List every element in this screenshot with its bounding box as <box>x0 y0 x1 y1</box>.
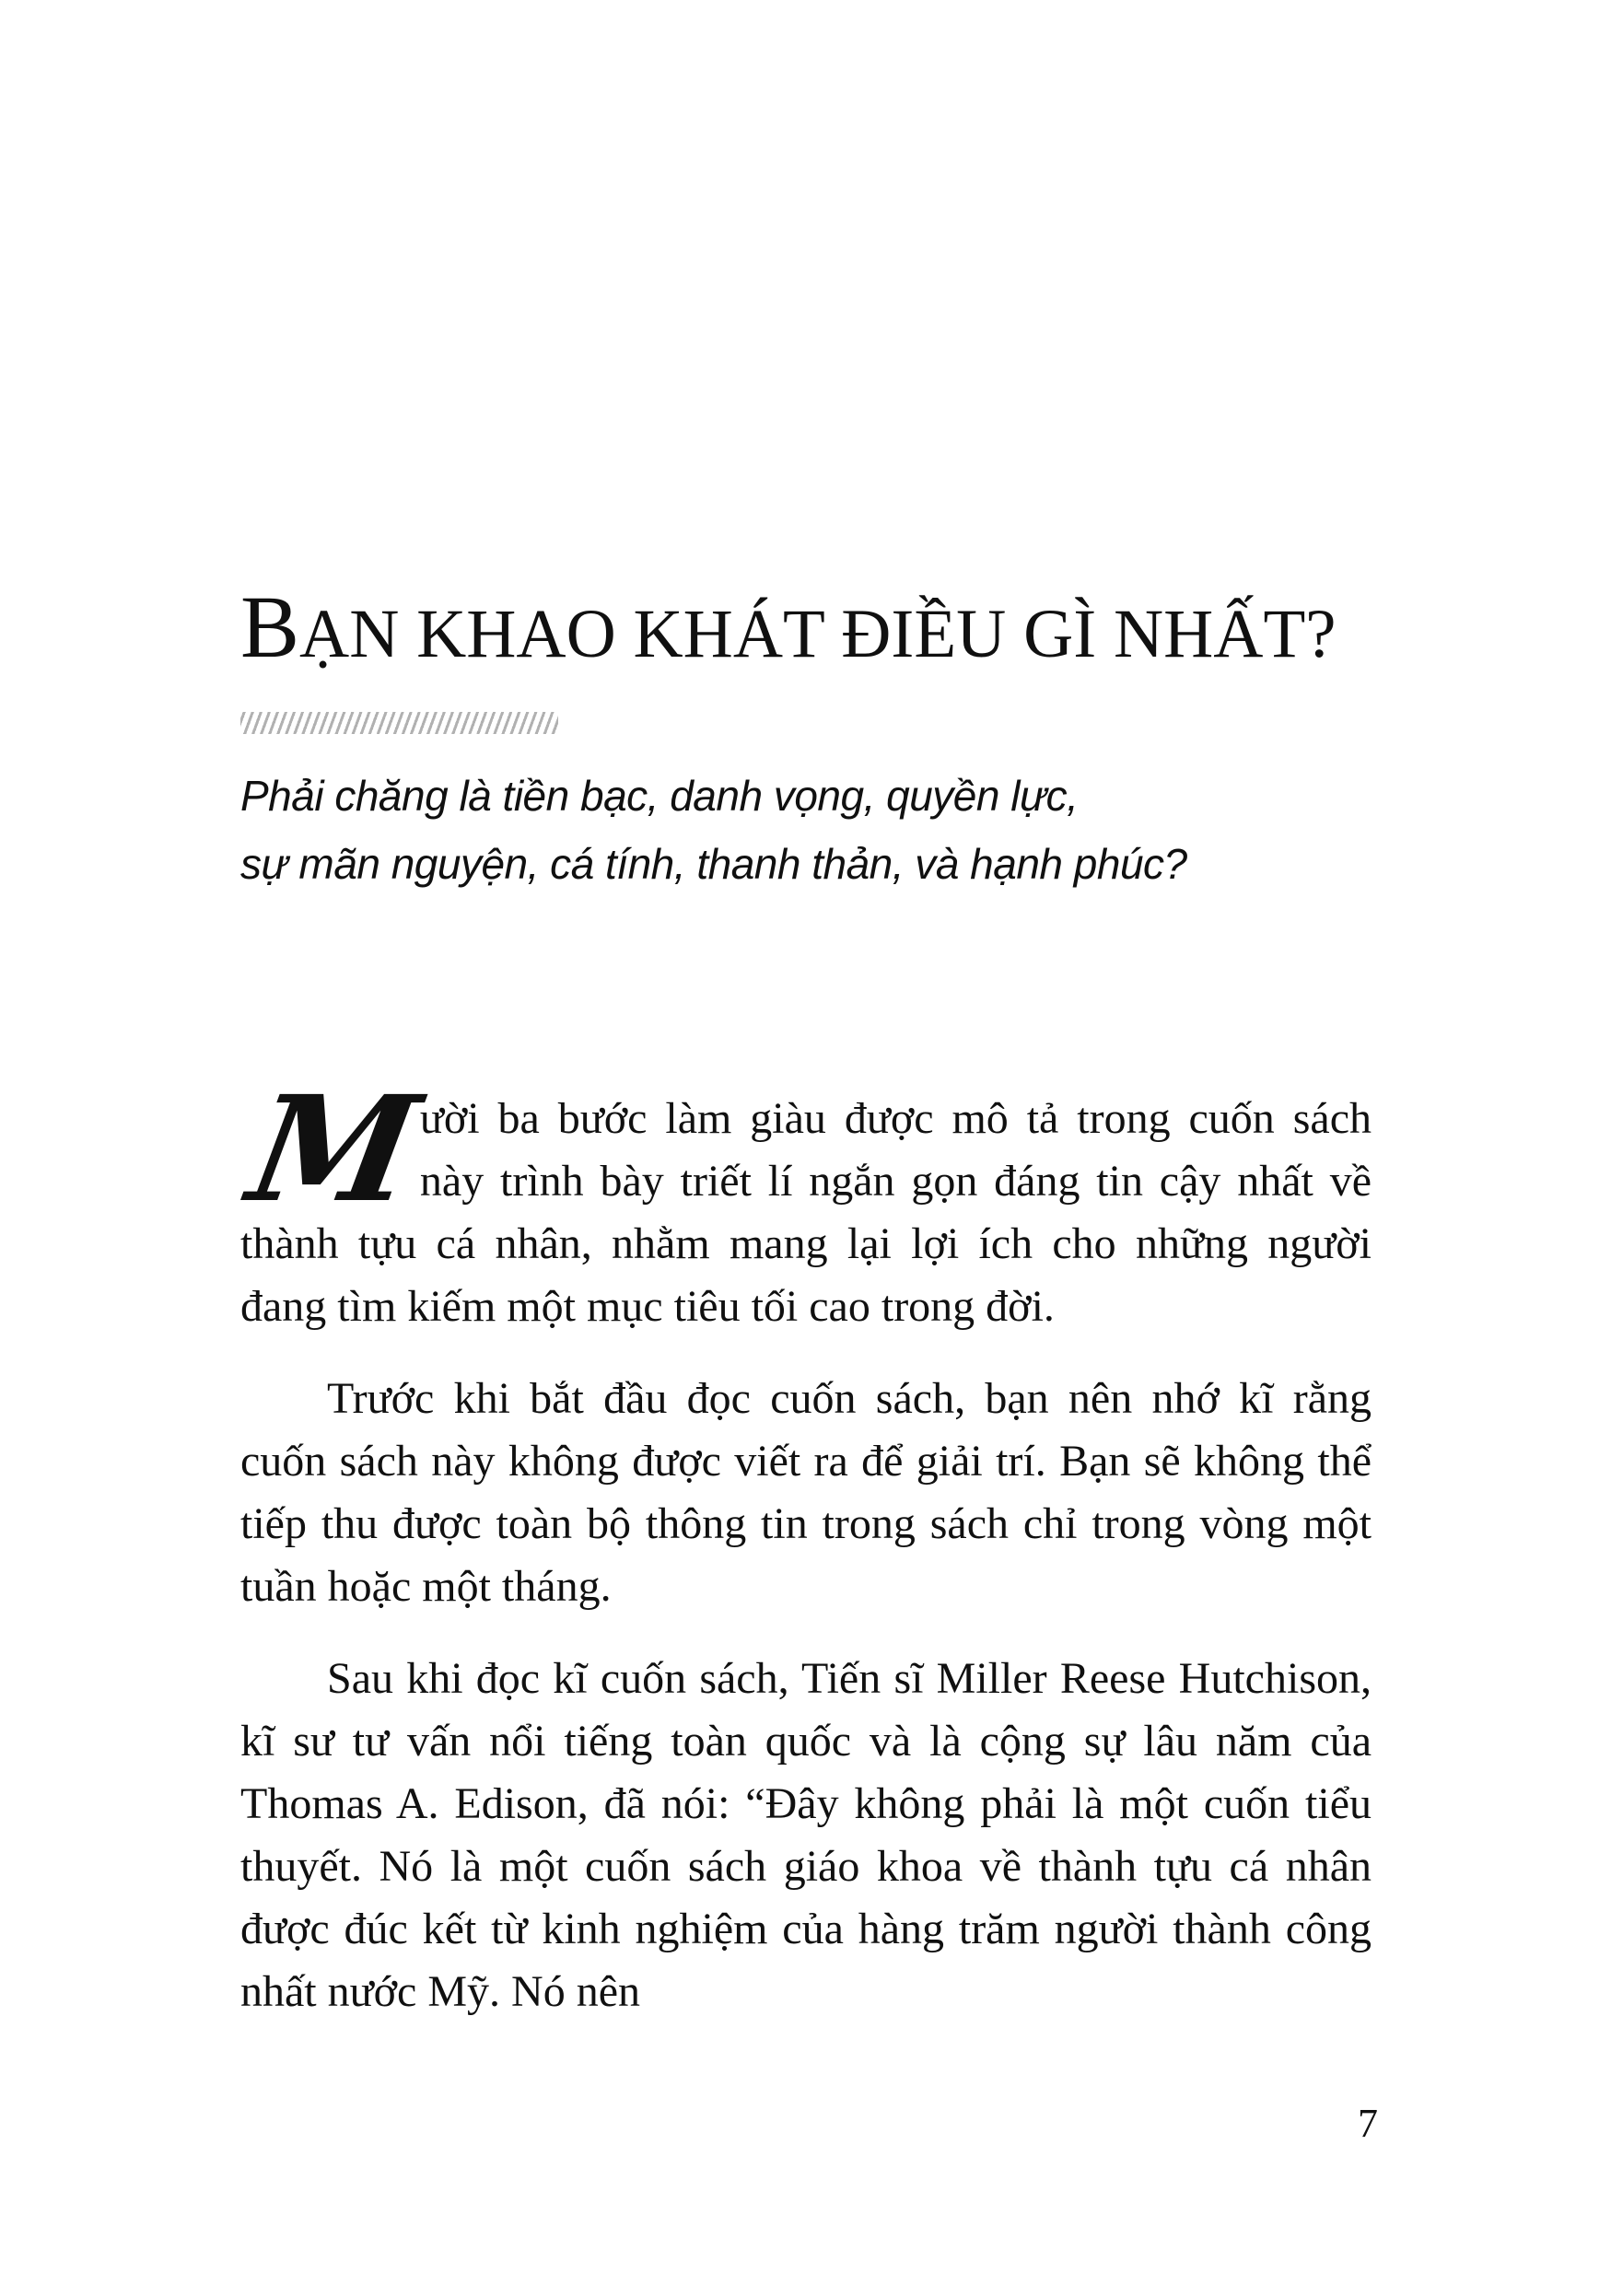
chapter-title: BẠN KHAO KHÁT ĐIỀU GÌ NHẤT? <box>240 577 1337 676</box>
subtitle-line: Phải chăng là tiền bạc, danh vọng, quyền lực, <box>240 772 1079 820</box>
paragraph: Trước khi bắt đầu đọc cuốn sách, bạn nên nhớ kĩ rằng cuốn sách này không được viết ra để giải trí. Bạn sẽ không thể tiếp thu được toàn bộ thông tin trong sách chỉ trong vòng một tuần hoặc một tháng. <box>240 1374 1372 1611</box>
subtitle-line: sự mãn nguyện, cá tính, thanh thản, và hạnh phúc? <box>240 840 1187 888</box>
chapter-subtitle <box>240 762 1372 898</box>
hatch-divider <box>240 712 558 734</box>
page-content <box>240 0 1372 2053</box>
drop-cap-letter: M <box>238 1065 430 1235</box>
paragraph-text: ười ba bước làm giàu được mô tả trong cuốn sách này trình bày triết lí ngắn gọn đáng tin cậy nhất về thành tựu cá nhân, nhằm mang lại lợi ích cho những người đang tìm kiếm một mục tiêu tối cao trong đời. <box>240 1094 1372 1331</box>
paragraph: Sau khi đọc kĩ cuốn sách, Tiến sĩ Miller Reese Hutchison, kĩ sư tư vấn nổi tiếng toàn quốc và là cộng sự lâu năm của Thomas A. Edison, đã nói: “Đây không phải là một cuốn tiểu thuyết. Nó là một cuốn sách giáo khoa về thành tựu cá nhân được đúc kết từ kinh nghiệm của hàng trăm người thành công nhất nước Mỹ. Nó nên <box>240 1654 1372 2016</box>
page-number: 7 <box>1358 2101 1378 2146</box>
paragraph <box>238 1065 1372 1338</box>
body-text <box>238 1065 1372 2023</box>
